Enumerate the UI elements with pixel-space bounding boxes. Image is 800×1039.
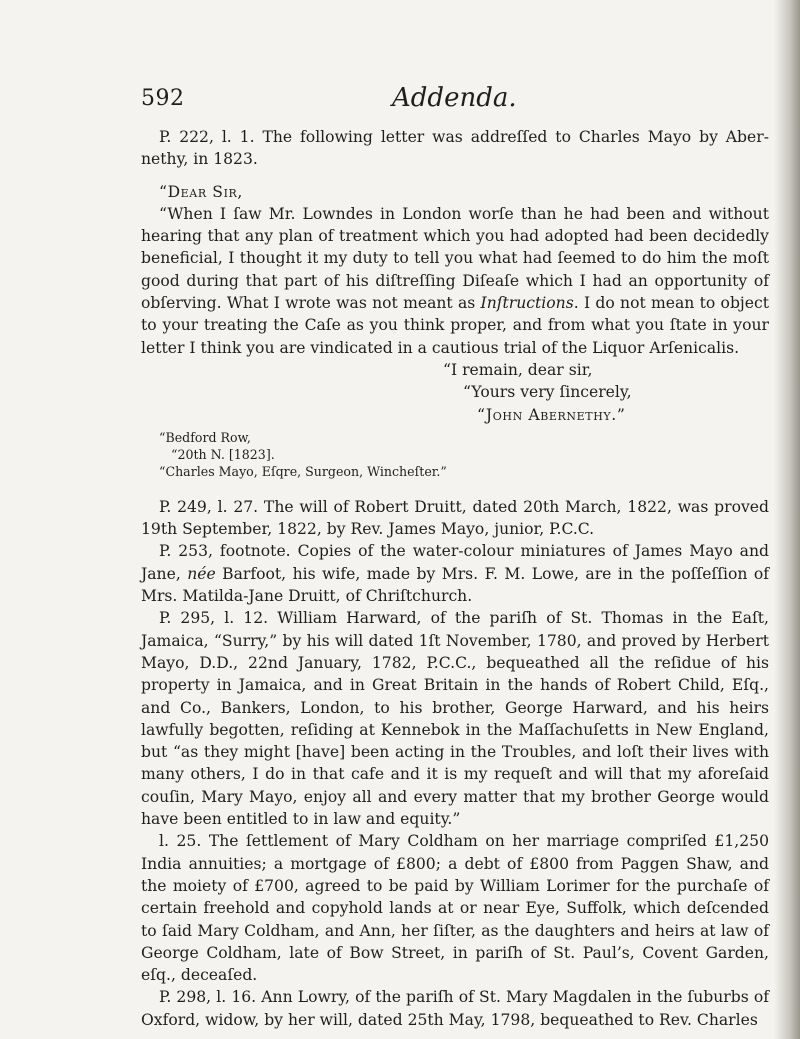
page-body xyxy=(141,126,769,1031)
letter-signature: “John Abernethy.” xyxy=(477,405,626,424)
entry-p253-text: P. 253, footnote. Copies of the water-colour miniatures of James Mayo and Jane, xyxy=(141,542,769,583)
letter-closing-1: “I remain, dear sir, xyxy=(443,360,593,379)
entry-p253-text-end: Barfoot, his wife, made by Mrs. F. M. Lowe, are in the poſſeſſion of Mrs. Matilda-Jane Druitt, of Chriſtchurch. xyxy=(141,564,769,606)
letter-body-text-end: . I do not mean to object to your treating the Caſe as you think proper, and from what you ſtate in your letter I think you are vindicated in a cautious trial of the Liquor Arſenicalis. xyxy=(141,294,769,357)
letter-closing-2: “Yours very ſincerely, xyxy=(463,383,632,402)
letter-body-text: “When I ſaw Mr. Lowndes in London worſe than he had been and without hearing that any plan of treatment which you had adopted had been decidedly beneficial, I thought it my duty to tell you what had ſeemed to do him the moſt good during that part of his diſtreſſing Diſeaſe which I had an opportunity of obſerving. What I wrote was not meant as xyxy=(141,204,769,313)
addenda-entries xyxy=(141,496,769,1031)
page-edge-shadow xyxy=(774,0,800,1039)
letter-body-italic: Inſtructions xyxy=(480,294,574,313)
intro-paragraph: P. 222, l. 1. The following letter was addreſſed to Charles Mayo by Abernethy, in 1823. xyxy=(141,128,769,169)
entry-p253 xyxy=(141,540,769,607)
entry-p249: P. 249, l. 27. The will of Robert Druitt, dated 20th March, 1822, was proved 19th September, 1822, by Rev. James Mayo, junior, P.C.C. xyxy=(141,497,769,539)
address-line-2: “20th N. [1823]. xyxy=(171,446,275,462)
address-line-3: “Charles Mayo, Eſqre, Surgeon, Wincheſter.” xyxy=(159,463,447,479)
entry-p295: P. 295, l. 12. William Harward, of the pariſh of St. Thomas in the Eaſt, Jamaica, “Surry,” by his will dated 1ſt November, 1780, and proved by Herbert Mayo, D.D., 22nd January, 1782, P.C.C., bequeathed all the reſidue of his property in Jamaica, and in Great Britain in the hands of Robert Child, Eſq., and Co., Bankers, London, to his brother, George Harward, and his heirs lawfully begotten, reſiding at Kennebok in the Maſſachuſetts in New England, but “as they might [have] been acting in the Troubles, and loſt their lives with many others, I do in that cafe and it is my requeſt and will that my aforeſaid couſin, Mary Mayo, enjoy all and every matter that my brother George would have been entitled to in law and equity.” xyxy=(141,609,769,829)
entry-l25: l. 25. The ſettlement of Mary Coldham on her marriage compriſed £1,250 India annuities; a mortgage of £800; a debt of £800 from Paggen Shaw, and the moiety of £700, agreed to be paid by William Lorimer for the purchaſe of certain freehold and copyhold lands at or near Eye, Suffolk, which deſcended to ſaid Mary Coldham, and Ann, her ſiſter, as the daughters and heirs at law of George Coldham, late of Bow Street, in pariſh of St. Paul’s, Covent Garden, eſq., deceaſed. xyxy=(141,832,769,985)
letter-address xyxy=(141,429,769,480)
letter-salutation: “Dear Sir, xyxy=(159,182,243,201)
letter-body xyxy=(141,203,769,359)
page-number: 592 xyxy=(141,86,185,111)
running-head: Addenda. xyxy=(392,83,517,113)
entry-p298: P. 298, l. 16. Ann Lowry, of the pariſh of St. Mary Magdalen in the ſuburbs of Oxford, widow, by her will, dated 25th May, 1798, bequeathed to Rev. Charles xyxy=(141,988,769,1029)
entry-p253-nee: née xyxy=(187,564,216,583)
address-line-1: “Bedford Row, xyxy=(159,429,251,445)
